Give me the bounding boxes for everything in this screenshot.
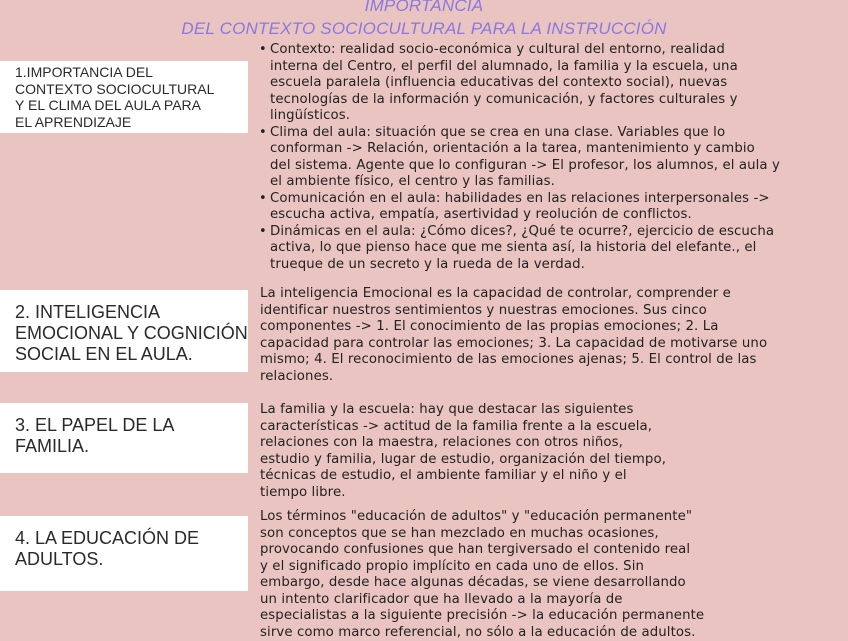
- section-3-content: [260, 402, 740, 501]
- bullet-contexto: • Contexto: realidad socio-económica y cultural del entorno, realidad interna del Centro, el perfil del alumnado, la familia y la escuela, una escuela paralela (influencia educativas del contexto social), nuevas tecnologías de la información y comunicación, y factores culturales y lingüísticos.: [260, 42, 848, 125]
- bullet-clima-del-aula: • Clima del aula: situación que se crea en una clase. Variables que lo conforman -> Relación, orientación a la tarea, mantenimiento y cambio del sistema. Agente que lo configuran -> El profesor, los alumnos, el aula y el ambiente físico, el centro y las familias.: [260, 125, 848, 191]
- page-title-line-1: IMPORTANCIA: [364, 0, 484, 15]
- section-3-text: La familia y la escuela: hay que destacar las siguientes características -> actitud de la familia frente a la escuela, relaciones con la maestra, relaciones con otros niños, estudio y familia, lugar de estudio, organización del tiempo, técnicas de estudio, el ambiente familiar y el niño y el tiempo libre.: [260, 402, 667, 500]
- section-4-content: [260, 509, 770, 641]
- section-4-text: Los términos "educación de adultos" y "educación permanente" son conceptos que se han mezclado en muchas ocasiones, provocando confusiones que han tergiversado el contenido real y el significado propio implícito en cada uno de ellos. Sin embargo, desde hace algunas décadas, se viene desarrollando un intento clarificador que ha llevado a la mayoría de especialistas a la siguiente precisión -> la educación permanente sirve como marco referencial, no sólo a la educación de adultos.: [260, 509, 705, 640]
- section-2-text: La inteligencia Emocional es la capacidad de controlar, comprender e identificar nuestros sentimientos y nuestras emociones. Sus cinco componentes -> 1. El conocimiento de las propias emociones; 2. La capacidad para controlar las emociones; 3. La capacidad de motivarse uno mismo; 4. El reconocimiento de las emociones ajenas; 5. El control de las relaciones.: [260, 286, 768, 384]
- page-title-line-2: DEL CONTEXTO SOCIOCULTURAL PARA LA INSTRUCCIÓN: [181, 19, 667, 38]
- section-3-label: 3. EL PAPEL DE LA FAMILIA.: [15, 415, 175, 456]
- section-4-label: 4. LA EDUCACIÓN DE ADULTOS.: [15, 528, 200, 569]
- section-1-label-box: [0, 61, 248, 133]
- bullet-comunicacion: • Comunicación en el aula: habilidades en las relaciones interpersonales -> escucha activa, empatía, asertividad y reolución de conflictos.: [260, 191, 848, 224]
- section-4-label-box: [0, 516, 248, 591]
- section-1-label: 1.IMPORTANCIA DEL CONTEXTO SOCIOCULTURAL Y EL CLIMA DEL AULA PARA EL APRENDIZAJE: [15, 64, 215, 130]
- section-2-content: [260, 286, 848, 385]
- section-1-bullet-list: [260, 42, 848, 273]
- section-2-label: 2. INTELIGENCIA EMOCIONAL Y COGNICIÓN SOCIAL EN EL AULA.: [15, 302, 248, 364]
- bullet-dinamicas: • Dinámicas en el aula: ¿Cómo dices?, ¿Qué te ocurre?, ejercicio de escucha activa, lo que pienso hace que me sienta así, la historia del elefante., el trueque de un secreto y la rueda de la verdad.: [260, 224, 848, 274]
- section-2-label-box: [0, 290, 248, 372]
- section-3-label-box: [0, 403, 248, 473]
